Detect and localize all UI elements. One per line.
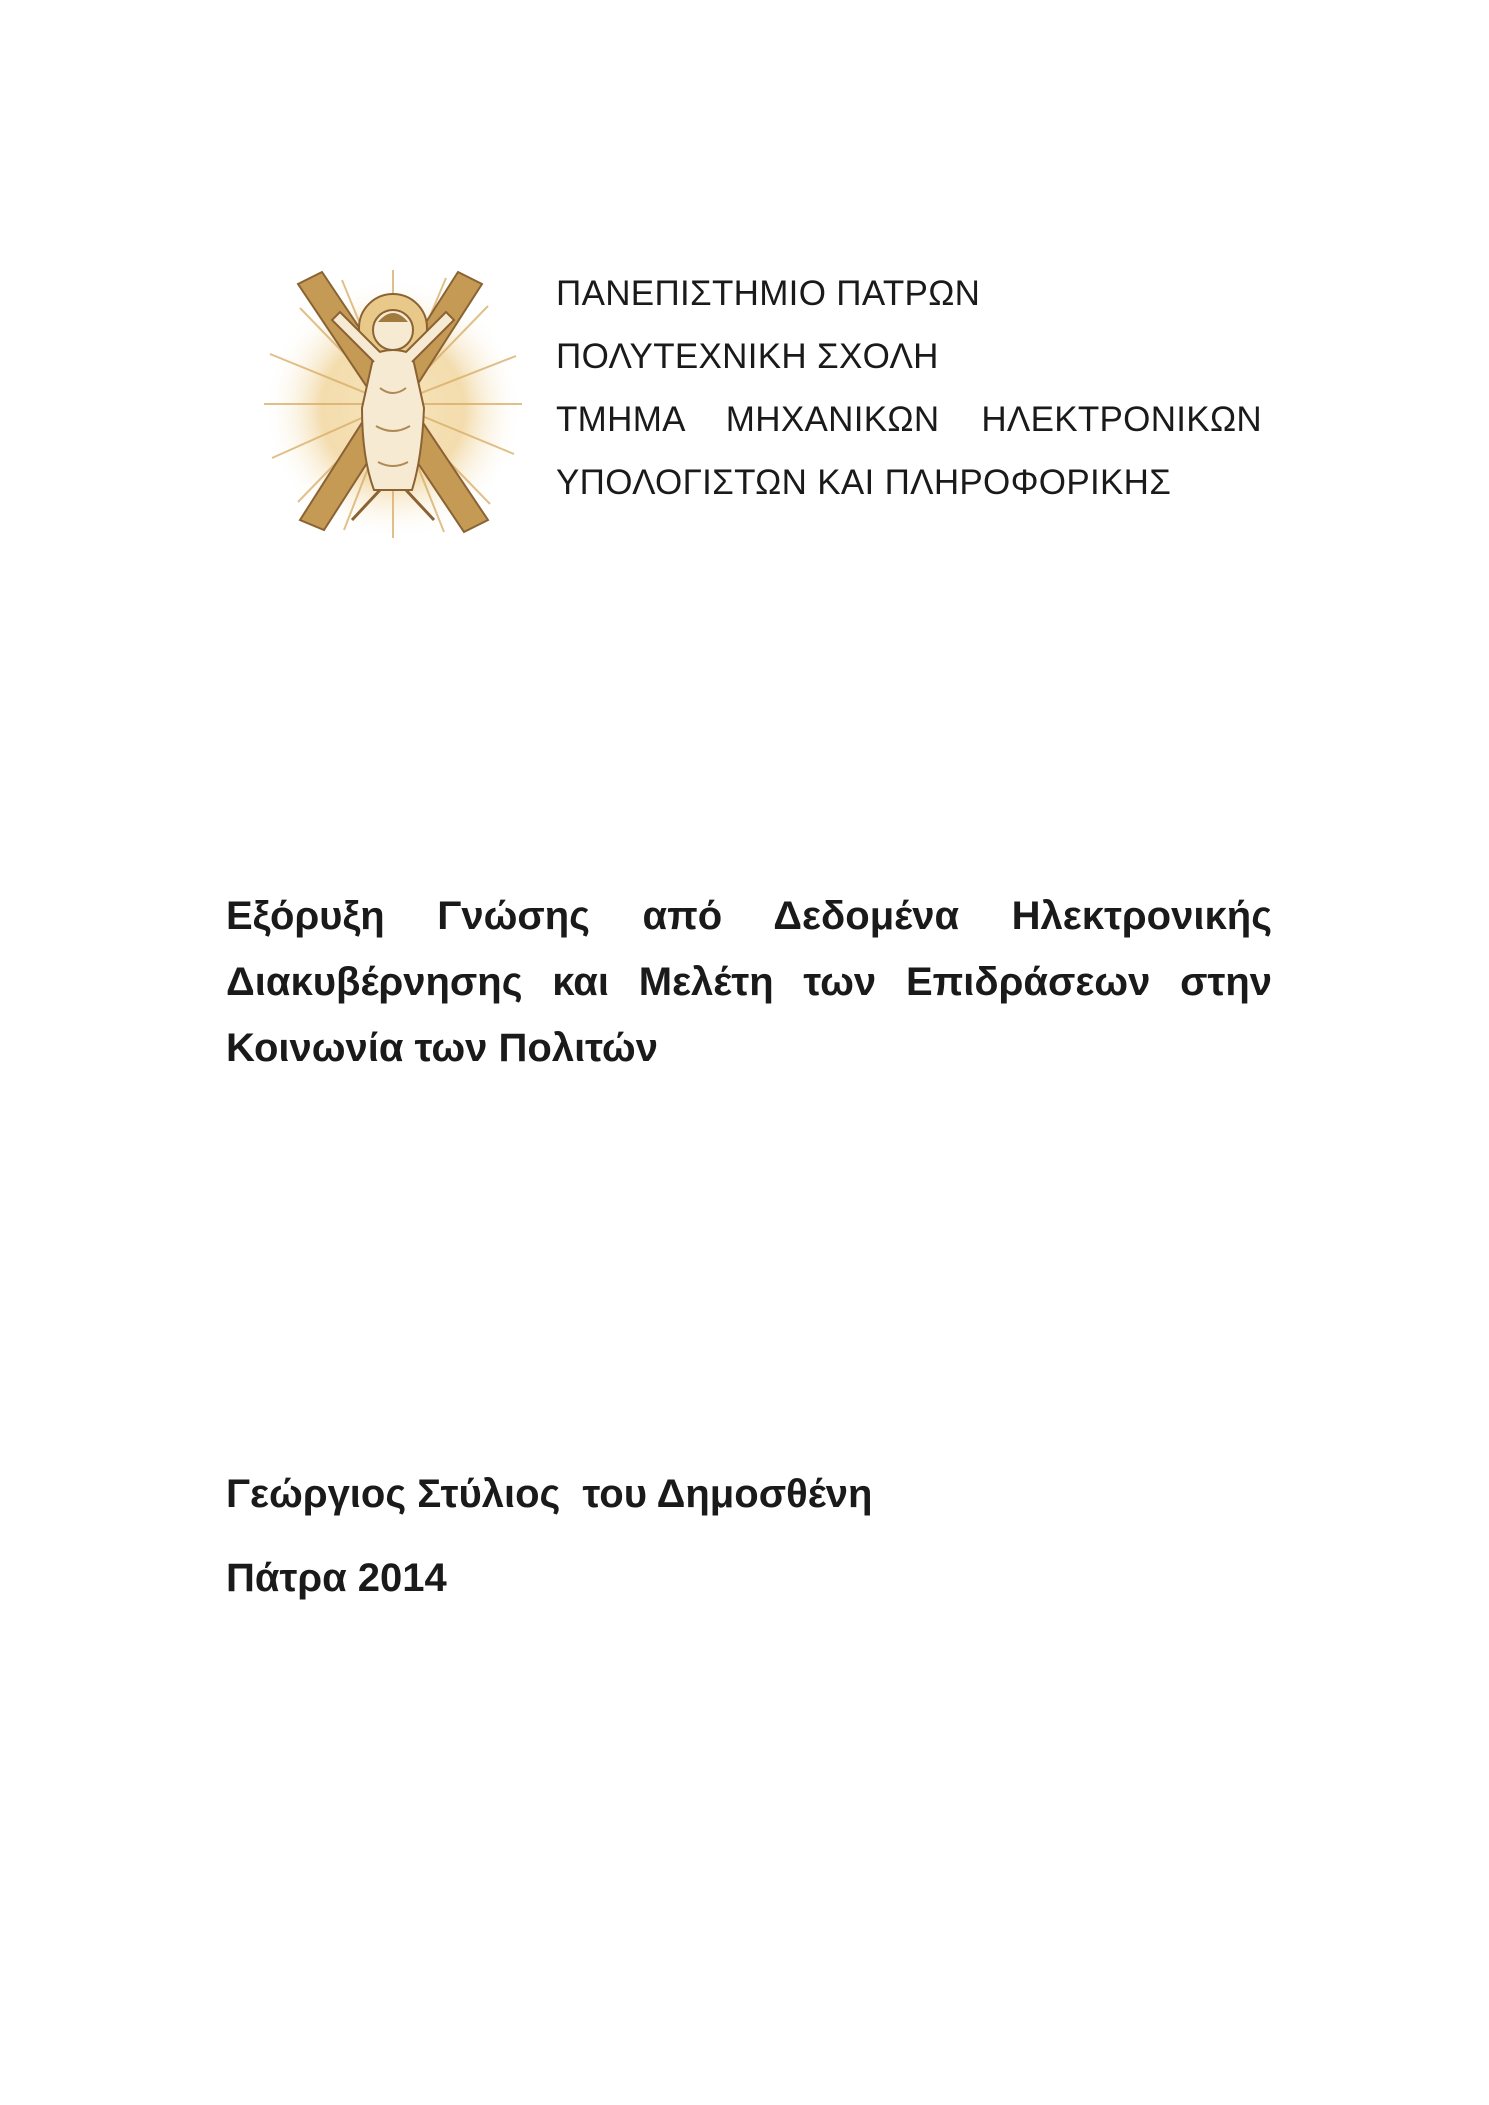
- school-name: ΠΟΛΥΤΕΧΝΙΚΗ ΣΧΟΛΗ: [556, 337, 939, 376]
- thesis-title: [226, 896, 1272, 1094]
- thesis-title-line-1: Εξόρυξη Γνώσης από Δεδομένα Ηλεκτρονικής: [226, 894, 1272, 938]
- department-name-line-2: ΥΠΟΛΟΓΙΣΤΩΝ ΚΑΙ ΠΛΗΡΟΦΟΡΙΚΗΣ: [556, 463, 1172, 502]
- university-name: ΠΑΝΕΠΙΣΤΗΜΙΟ ΠΑΤΡΩΝ: [556, 274, 981, 313]
- thesis-title-line-2: Διακυβέρνησης και Μελέτη των Επιδράσεων στην: [226, 960, 1272, 1004]
- university-seal-icon: [262, 258, 524, 540]
- author-name: Γεώργιος Στύλιος του Δημοσθένη: [226, 1472, 873, 1516]
- institution-header: [556, 276, 1262, 528]
- department-name-line-1: ΤΜΗΜΑ ΜΗΧΑΝΙΚΩΝ ΗΛΕΚΤΡΟΝΙΚΩΝ: [556, 400, 1262, 439]
- place-and-year: Πάτρα 2014: [226, 1556, 447, 1600]
- thesis-title-line-3: Κοινωνία των Πολιτών: [226, 1026, 658, 1070]
